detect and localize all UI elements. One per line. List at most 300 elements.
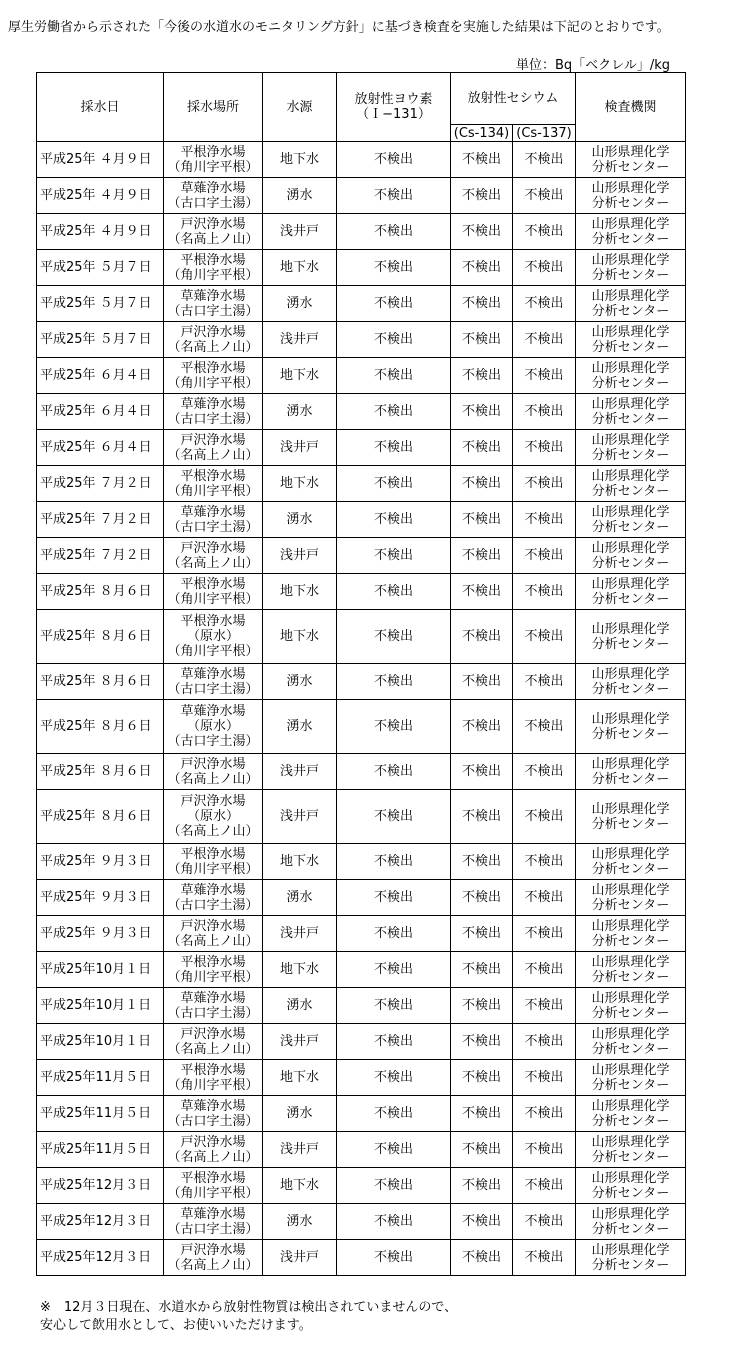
header-iodine-line1: 放射性ヨウ素	[354, 92, 433, 107]
cell-iodine: 不検出	[337, 1096, 451, 1132]
cell-cs137: 不検出	[513, 214, 576, 250]
cell-cs137: 不検出	[513, 322, 576, 358]
table-row	[37, 754, 686, 790]
cell-source: 浅井戸	[263, 430, 337, 466]
cell-lab-line: 分析センター	[591, 375, 670, 391]
cell-cs134: 不検出	[451, 142, 513, 178]
cell-lab-line: 山形県理化学	[591, 576, 670, 592]
cell-source: 地下水	[263, 358, 337, 394]
cell-cs134: 不検出	[451, 880, 513, 916]
cell-place	[164, 952, 263, 988]
cell-iodine: 不検出	[337, 664, 451, 700]
cell-lab-line: 分析センター	[591, 1185, 670, 1201]
cell-source: 湧水	[263, 700, 337, 754]
cell-lab	[576, 358, 686, 394]
results-table	[36, 72, 686, 1276]
table-row	[37, 700, 686, 754]
cell-cs137: 不検出	[513, 466, 576, 502]
table-header	[37, 73, 686, 142]
cell-lab-line: 分析センター	[591, 681, 670, 697]
cell-lab-line: 分析センター	[591, 411, 670, 427]
cell-cs137: 不検出	[513, 664, 576, 700]
cell-cs134: 不検出	[451, 1132, 513, 1168]
cell-lab-line: 山形県理化学	[591, 360, 670, 376]
cell-cs134: 不検出	[451, 466, 513, 502]
cell-lab	[576, 952, 686, 988]
cell-place-line: （古口字土湯）	[167, 1113, 259, 1129]
cell-lab	[576, 1096, 686, 1132]
cell-lab-line: 山形県理化学	[591, 396, 670, 412]
cell-place-line: （角川字平根）	[167, 644, 259, 659]
cell-place	[164, 142, 263, 178]
cell-place-line: （古口字土湯）	[167, 519, 259, 535]
cell-lab	[576, 700, 686, 754]
cell-place-line: （角川字平根）	[167, 969, 259, 985]
table-row	[37, 988, 686, 1024]
cell-lab	[576, 1240, 686, 1276]
header-lab: 検査機関	[576, 73, 686, 142]
cell-cs134: 不検出	[451, 574, 513, 610]
cell-iodine: 不検出	[337, 1060, 451, 1096]
cell-place-line: 戸沢浄水場	[180, 432, 246, 448]
cell-source: 浅井戸	[263, 538, 337, 574]
cell-cs134: 不検出	[451, 664, 513, 700]
cell-iodine: 不検出	[337, 1204, 451, 1240]
cell-place-line: （古口字土湯）	[167, 303, 259, 319]
table-body	[37, 142, 686, 1276]
cell-place-line: （名高上ノ山）	[167, 555, 259, 571]
cell-place-line: （角川字平根）	[167, 591, 259, 607]
cell-cs137: 不検出	[513, 844, 576, 880]
cell-lab	[576, 430, 686, 466]
cell-place-line: （名高上ノ山）	[167, 824, 259, 839]
cell-cs134: 不検出	[451, 538, 513, 574]
cell-lab	[576, 1132, 686, 1168]
cell-place	[164, 1132, 263, 1168]
cell-cs137: 不検出	[513, 142, 576, 178]
table-row	[37, 916, 686, 952]
table-row	[37, 178, 686, 214]
cell-place	[164, 880, 263, 916]
cell-place	[164, 790, 263, 844]
cell-place-line: （原水）	[186, 629, 239, 644]
cell-iodine: 不検出	[337, 538, 451, 574]
cell-place-line: 草薙浄水場	[180, 990, 246, 1006]
cell-place	[164, 988, 263, 1024]
cell-lab	[576, 988, 686, 1024]
cell-lab-line: 山形県理化学	[591, 846, 670, 862]
cell-lab-line: 山形県理化学	[591, 954, 670, 970]
cell-cs137: 不検出	[513, 430, 576, 466]
cell-source: 湧水	[263, 880, 337, 916]
cell-source: 地下水	[263, 466, 337, 502]
cell-cs137: 不検出	[513, 502, 576, 538]
cell-lab-line: 分析センター	[591, 1257, 670, 1273]
cell-place-line: （角川字平根）	[167, 375, 259, 391]
cell-date: 平成25年 ４月９日	[37, 178, 164, 214]
cell-lab-line: 分析センター	[591, 933, 670, 949]
cell-date: 平成25年 ９月３日	[37, 844, 164, 880]
cell-date: 平成25年11月５日	[37, 1060, 164, 1096]
cell-lab	[576, 250, 686, 286]
cell-date: 平成25年10月１日	[37, 952, 164, 988]
cell-iodine: 不検出	[337, 142, 451, 178]
cell-place-line: （名高上ノ山）	[167, 231, 259, 247]
cell-lab-line: 分析センター	[591, 591, 670, 607]
cell-place-line: 戸沢浄水場	[180, 216, 246, 232]
cell-iodine: 不検出	[337, 1132, 451, 1168]
table-row	[37, 1024, 686, 1060]
cell-lab	[576, 178, 686, 214]
cell-lab-line: 分析センター	[591, 1005, 670, 1021]
cell-date: 平成25年 ４月９日	[37, 214, 164, 250]
cell-lab	[576, 574, 686, 610]
cell-iodine: 不検出	[337, 250, 451, 286]
cell-place-line: （角川字平根）	[167, 1077, 259, 1093]
cell-cs137: 不検出	[513, 358, 576, 394]
cell-date: 平成25年 ６月４日	[37, 358, 164, 394]
cell-cs137: 不検出	[513, 1240, 576, 1276]
header-date: 採水日	[37, 73, 164, 142]
cell-place-line: （原水）	[186, 719, 239, 734]
cell-cs137: 不検出	[513, 880, 576, 916]
cell-cs134: 不検出	[451, 322, 513, 358]
cell-place-line: 平根浄水場	[180, 1062, 246, 1078]
cell-iodine: 不検出	[337, 574, 451, 610]
cell-lab-line: 分析センター	[591, 447, 670, 463]
cell-cs134: 不検出	[451, 286, 513, 322]
cell-lab-line: 山形県理化学	[591, 432, 670, 448]
cell-source: 浅井戸	[263, 916, 337, 952]
cell-lab-line: 分析センター	[591, 159, 670, 175]
table-row	[37, 1060, 686, 1096]
cell-cs134: 不検出	[451, 358, 513, 394]
cell-lab	[576, 1204, 686, 1240]
cell-source: 地下水	[263, 844, 337, 880]
cell-lab-line: 山形県理化学	[591, 918, 670, 934]
cell-iodine: 不検出	[337, 754, 451, 790]
cell-date: 平成25年 ６月４日	[37, 430, 164, 466]
cell-place-line: （名高上ノ山）	[167, 1041, 259, 1057]
cell-iodine: 不検出	[337, 1024, 451, 1060]
cell-place-line: 戸沢浄水場	[180, 540, 246, 556]
cell-source: 湧水	[263, 664, 337, 700]
cell-cs134: 不検出	[451, 1096, 513, 1132]
table-row	[37, 952, 686, 988]
cell-cs137: 不検出	[513, 538, 576, 574]
cell-cs134: 不検出	[451, 1240, 513, 1276]
cell-lab-line: 分析センター	[591, 1149, 670, 1165]
cell-source: 地下水	[263, 574, 337, 610]
table-row	[37, 790, 686, 844]
cell-place	[164, 430, 263, 466]
cell-iodine: 不検出	[337, 952, 451, 988]
cell-place-line: （古口字土湯）	[167, 1221, 259, 1237]
table-row	[37, 1240, 686, 1276]
cell-lab-line: 山形県理化学	[591, 1098, 670, 1114]
cell-lab-line: 分析センター	[591, 339, 670, 355]
cell-cs134: 不検出	[451, 1204, 513, 1240]
cell-source: 湧水	[263, 286, 337, 322]
cell-cs137: 不検出	[513, 286, 576, 322]
cell-source: 浅井戸	[263, 1132, 337, 1168]
cell-place-line: （名高上ノ山）	[167, 447, 259, 463]
table-row	[37, 142, 686, 178]
cell-cs137: 不検出	[513, 1132, 576, 1168]
cell-source: 浅井戸	[263, 214, 337, 250]
cell-lab	[576, 322, 686, 358]
header-source: 水源	[263, 73, 337, 142]
cell-source: 湧水	[263, 1204, 337, 1240]
cell-lab	[576, 664, 686, 700]
header-cesium: 放射性セシウム	[451, 73, 576, 125]
cell-lab	[576, 214, 686, 250]
cell-lab-line: 分析センター	[591, 1113, 670, 1129]
cell-lab	[576, 1168, 686, 1204]
cell-place-line: 草薙浄水場	[180, 396, 246, 412]
cell-lab-line: 分析センター	[591, 303, 670, 319]
cell-date: 平成25年 ５月７日	[37, 322, 164, 358]
cell-date: 平成25年 ７月２日	[37, 538, 164, 574]
cell-cs137: 不検出	[513, 574, 576, 610]
cell-place	[164, 250, 263, 286]
cell-place-line: （古口字土湯）	[167, 411, 259, 427]
cell-place-line: 戸沢浄水場	[180, 794, 246, 809]
cell-place-line: （名高上ノ山）	[167, 1149, 259, 1165]
cell-lab	[576, 394, 686, 430]
cell-lab-line: 分析センター	[591, 816, 670, 832]
table-row	[37, 574, 686, 610]
cell-lab	[576, 142, 686, 178]
cell-place-line: （角川字平根）	[167, 267, 259, 283]
cell-source: 地下水	[263, 142, 337, 178]
cell-lab-line: 山形県理化学	[591, 504, 670, 520]
cell-place-line: 平根浄水場	[180, 252, 246, 268]
cell-iodine: 不検出	[337, 466, 451, 502]
cell-cs134: 不検出	[451, 214, 513, 250]
cell-place-line: 草薙浄水場	[180, 704, 246, 719]
cell-place-line: （古口字土湯）	[167, 681, 259, 697]
cell-lab-line: 山形県理化学	[591, 756, 670, 772]
cell-lab-line: 山形県理化学	[591, 1062, 670, 1078]
cell-date: 平成25年 ４月９日	[37, 142, 164, 178]
cell-lab	[576, 880, 686, 916]
cell-lab-line: 山形県理化学	[591, 621, 670, 637]
cell-place	[164, 1024, 263, 1060]
cell-lab	[576, 286, 686, 322]
cell-iodine: 不検出	[337, 214, 451, 250]
cell-source: 湧水	[263, 1096, 337, 1132]
cell-lab-line: 分析センター	[591, 195, 670, 211]
cell-iodine: 不検出	[337, 790, 451, 844]
cell-lab	[576, 1060, 686, 1096]
cell-iodine: 不検出	[337, 844, 451, 880]
cell-place-line: 草薙浄水場	[180, 882, 246, 898]
cell-lab-line: 山形県理化学	[591, 1206, 670, 1222]
cell-place	[164, 916, 263, 952]
cell-place	[164, 664, 263, 700]
cell-place	[164, 844, 263, 880]
cell-place	[164, 538, 263, 574]
header-place: 採水場所	[164, 73, 263, 142]
cell-cs137: 不検出	[513, 178, 576, 214]
table-row	[37, 1096, 686, 1132]
cell-date: 平成25年 ８月６日	[37, 574, 164, 610]
cell-place-line: 平根浄水場	[180, 468, 246, 484]
cell-source: 浅井戸	[263, 754, 337, 790]
cell-place-line: 平根浄水場	[180, 1170, 246, 1186]
table-row	[37, 880, 686, 916]
cell-lab-line: 分析センター	[591, 519, 670, 535]
cell-date: 平成25年 ８月６日	[37, 664, 164, 700]
cell-iodine: 不検出	[337, 700, 451, 754]
cell-cs137: 不検出	[513, 1168, 576, 1204]
cell-place-line: （名高上ノ山）	[167, 1257, 259, 1273]
cell-lab	[576, 610, 686, 664]
cell-cs137: 不検出	[513, 790, 576, 844]
cell-place-line: （角川字平根）	[167, 483, 259, 499]
cell-cs134: 不検出	[451, 754, 513, 790]
cell-source: 地下水	[263, 1060, 337, 1096]
cell-lab-line: 分析センター	[591, 726, 670, 742]
cell-place	[164, 574, 263, 610]
cell-cs137: 不検出	[513, 610, 576, 664]
cell-lab-line: 山形県理化学	[591, 711, 670, 727]
table-row	[37, 502, 686, 538]
cell-source: 湧水	[263, 502, 337, 538]
cell-lab-line: 分析センター	[591, 636, 670, 652]
cell-date: 平成25年11月５日	[37, 1096, 164, 1132]
table-row	[37, 538, 686, 574]
cell-place-line: 戸沢浄水場	[180, 756, 246, 772]
cell-place-line: （古口字土湯）	[167, 897, 259, 913]
cell-place	[164, 502, 263, 538]
cell-place	[164, 1060, 263, 1096]
table-row	[37, 286, 686, 322]
footnote	[40, 1299, 457, 1335]
cell-place-line: 平根浄水場	[180, 954, 246, 970]
cell-lab-line: 分析センター	[591, 897, 670, 913]
cell-date: 平成25年 ７月２日	[37, 466, 164, 502]
cell-date: 平成25年 ９月３日	[37, 916, 164, 952]
cell-cs137: 不検出	[513, 250, 576, 286]
cell-source: 浅井戸	[263, 790, 337, 844]
cell-place	[164, 1204, 263, 1240]
cell-date: 平成25年 ８月６日	[37, 754, 164, 790]
cell-date: 平成25年 ６月４日	[37, 394, 164, 430]
cell-lab-line: 山形県理化学	[591, 1170, 670, 1186]
cell-lab-line: 分析センター	[591, 771, 670, 787]
cell-place-line: 平根浄水場	[180, 360, 246, 376]
cell-cs137: 不検出	[513, 1060, 576, 1096]
cell-place	[164, 286, 263, 322]
cell-lab	[576, 1024, 686, 1060]
unit-label: 単位：Bq「ベクレル」/kg	[516, 58, 671, 73]
cell-cs137: 不検出	[513, 916, 576, 952]
cell-lab-line: 山形県理化学	[591, 468, 670, 484]
cell-lab	[576, 790, 686, 844]
cell-iodine: 不検出	[337, 430, 451, 466]
cell-lab-line: 分析センター	[591, 969, 670, 985]
cell-cs134: 不検出	[451, 178, 513, 214]
header-cs137: (Cs-137)	[513, 125, 576, 142]
cell-cs134: 不検出	[451, 1060, 513, 1096]
cell-lab-line: 山形県理化学	[591, 990, 670, 1006]
cell-cs137: 不検出	[513, 988, 576, 1024]
cell-cs134: 不検出	[451, 430, 513, 466]
cell-place-line: 戸沢浄水場	[180, 1242, 246, 1258]
cell-cs134: 不検出	[451, 394, 513, 430]
cell-place-line: （古口字土湯）	[167, 734, 259, 749]
cell-lab-line: 分析センター	[591, 1077, 670, 1093]
cell-iodine: 不検出	[337, 880, 451, 916]
cell-date: 平成25年 ８月６日	[37, 610, 164, 664]
table-row	[37, 250, 686, 286]
cell-cs134: 不検出	[451, 916, 513, 952]
cell-cs134: 不検出	[451, 250, 513, 286]
cell-place	[164, 1168, 263, 1204]
cell-source: 地下水	[263, 1168, 337, 1204]
cell-place-line: （名高上ノ山）	[167, 339, 259, 355]
cell-lab-line: 山形県理化学	[591, 1242, 670, 1258]
cell-lab-line: 山形県理化学	[591, 666, 670, 682]
cell-place-line: （角川字平根）	[167, 1185, 259, 1201]
cell-iodine: 不検出	[337, 286, 451, 322]
cell-place-line: 草薙浄水場	[180, 180, 246, 196]
intro-text: 厚生労働省から示された「今後の水道水のモニタリング方針」に基づき検査を実施した結果は下記のとおりです。	[8, 20, 670, 35]
cell-lab-line: 山形県理化学	[591, 324, 670, 340]
cell-lab-line: 分析センター	[591, 555, 670, 571]
cell-lab	[576, 466, 686, 502]
cell-lab-line: 山形県理化学	[591, 801, 670, 817]
table-row	[37, 466, 686, 502]
cell-date: 平成25年12月３日	[37, 1168, 164, 1204]
cell-cs134: 不検出	[451, 502, 513, 538]
cell-iodine: 不検出	[337, 502, 451, 538]
cell-place-line: （角川字平根）	[167, 159, 259, 175]
cell-date: 平成25年10月１日	[37, 1024, 164, 1060]
cell-date: 平成25年 ８月６日	[37, 790, 164, 844]
footnote-line-2: 安心して飲用水として、お使いいただけます。	[40, 1318, 312, 1333]
cell-date: 平成25年12月３日	[37, 1204, 164, 1240]
cell-place-line: 草薙浄水場	[180, 1098, 246, 1114]
cell-date: 平成25年 ５月７日	[37, 250, 164, 286]
table-row	[37, 664, 686, 700]
cell-place-line: 平根浄水場	[180, 614, 246, 629]
cell-place	[164, 358, 263, 394]
cell-place-line: 平根浄水場	[180, 576, 246, 592]
cell-cs134: 不検出	[451, 610, 513, 664]
cell-source: 浅井戸	[263, 322, 337, 358]
table-row	[37, 1168, 686, 1204]
cell-place-line: （原水）	[186, 809, 239, 824]
cell-cs137: 不検出	[513, 700, 576, 754]
table-row	[37, 394, 686, 430]
cell-lab-line: 分析センター	[591, 1221, 670, 1237]
cell-lab	[576, 754, 686, 790]
cell-source: 湧水	[263, 178, 337, 214]
cell-place-line: （古口字土湯）	[167, 1005, 259, 1021]
cell-place	[164, 322, 263, 358]
cell-cs134: 不検出	[451, 1168, 513, 1204]
cell-date: 平成25年10月１日	[37, 988, 164, 1024]
cell-place	[164, 178, 263, 214]
cell-lab-line: 分析センター	[591, 1041, 670, 1057]
cell-lab-line: 山形県理化学	[591, 144, 670, 160]
cell-cs134: 不検出	[451, 988, 513, 1024]
cell-source: 地下水	[263, 952, 337, 988]
header-iodine	[337, 73, 451, 142]
